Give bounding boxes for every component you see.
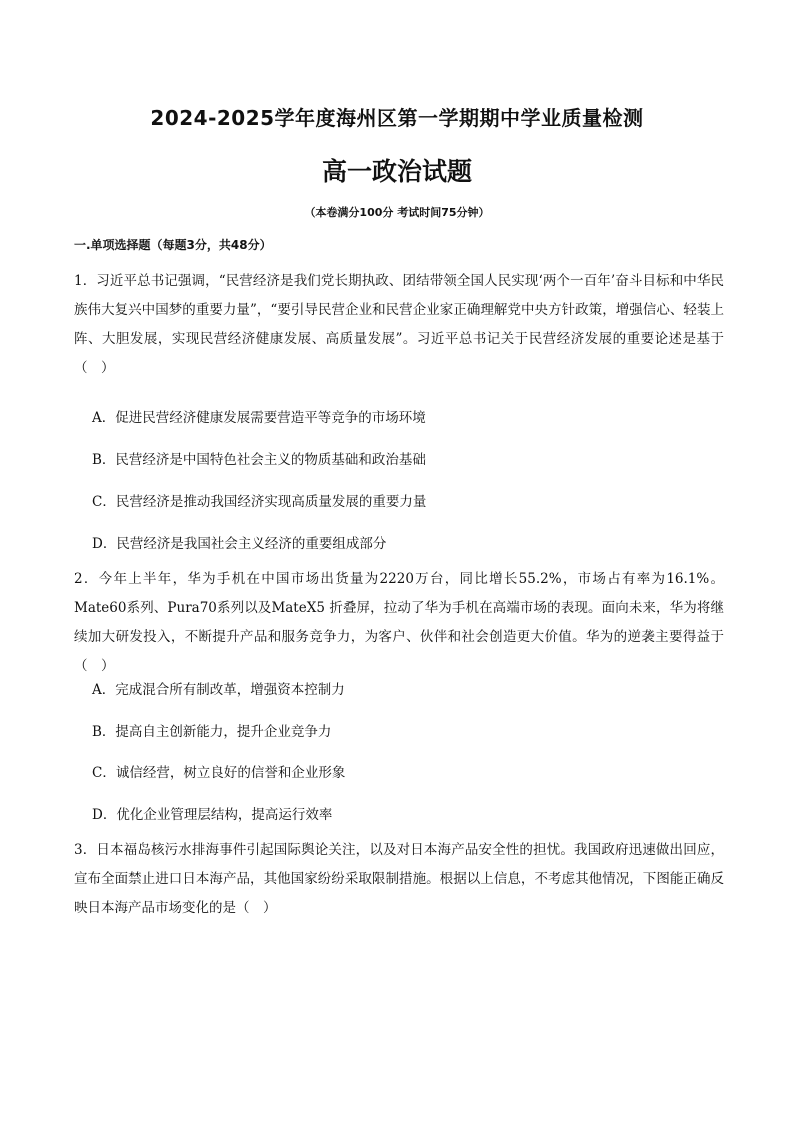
exam-title: 2024-2025学年度海州区第一学期期中学业质量检测 [150, 106, 644, 130]
question-1-option-b: B．民营经济是中国特色社会主义的物质基础和政治基础 [92, 452, 426, 468]
question-2-option-b: B．提高自主创新能力，提升企业竞争力 [92, 724, 332, 740]
question-2-option-d: D．优化企业管理层结构，提高运行效率 [92, 807, 333, 823]
section-heading: 一.单项选择题（每题3分，共48分） [74, 238, 272, 252]
question-2-option-c: C．诚信经营，树立良好的信誉和企业形象 [92, 765, 346, 781]
question-2-stem: 2．今年上半年，华为手机在中国市场出货量为2220万台，同比增长55.2%，市场占有率为16.1%。Mate60系列、Pura70系列以及MateX5 折叠屏，拉动了华为手机在高端市场的表现。面向未来，华为将继续加大研发投入，不断提升产品和服务竞争力，为客户、伙伴和社会创造更大价值。华为的逆袭主要得益于（ ） [74, 571, 724, 674]
question-1-stem: 1．习近平总书记强调，“民营经济是我们党长期执政、团结带领全国人民实现‘两个一百年’奋斗目标和中华民族伟大复兴中国梦的重要力量”，“要引导民营企业和民营企业家正确理解党中央方针政策，增强信心、轻装上阵、大胆发展，实现民营经济健康发展、高质量发展”。习近平总书记关于民营经济发展的重要论述是基于（ ） [74, 273, 724, 376]
question-2-option-a: A．完成混合所有制改革，增强资本控制力 [92, 682, 345, 698]
exam-note: （本卷满分100分 考试时间75分钟） [304, 206, 490, 219]
exam-subtitle: 高一政治试题 [321, 157, 472, 186]
question-3-stem: 3．日本福岛核污水排海事件引起国际舆论关注，以及对日本海产品安全性的担忧。我国政府迅速做出回应，宣布全面禁止进口日本海产品，其他国家纷纷采取限制措施。根据以上信息，不考虑其他情况，下图能正确反映日本海产品市场变化的是（ ） [74, 842, 724, 916]
question-1-option-a: A．促进民营经济健康发展需要营造平等竞争的市场环境 [92, 410, 426, 426]
question-1-option-c: C．民营经济是推动我国经济实现高质量发展的重要力量 [92, 494, 427, 510]
question-1-option-d: D．民营经济是我国社会主义经济的重要组成部分 [92, 536, 387, 552]
